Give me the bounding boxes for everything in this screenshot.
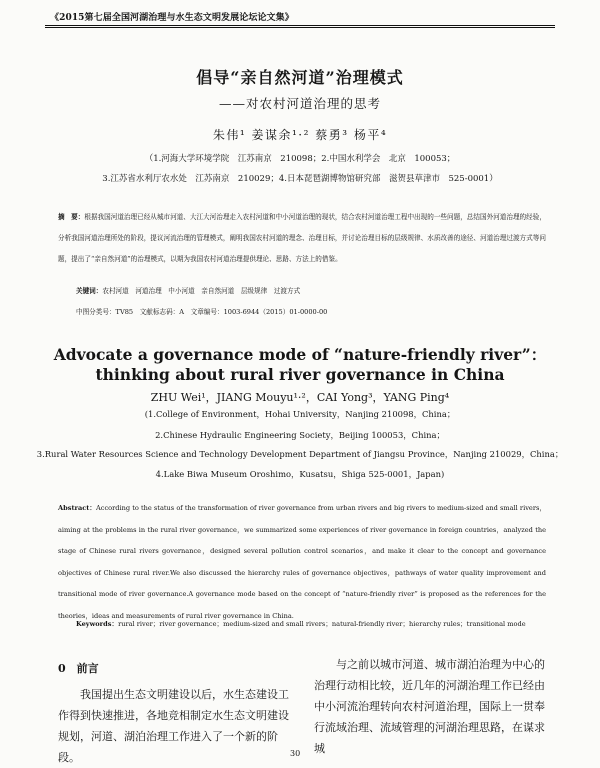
chinese-abstract-label: 摘 要： <box>58 213 85 221</box>
header-rule-thin <box>45 27 555 28</box>
english-keywords-label: Keywords： <box>76 620 119 628</box>
english-affiliation-1: (1.College of Environment，Hohai University，Nanjing 210098，China； <box>144 409 456 419</box>
english-authors: ZHU Wei¹，JIANG Mouyu¹·²，CAI Yong³，YANG Ping⁴ <box>150 391 450 404</box>
chinese-keywords-text: 农村河道 河道治理 中小河道 亲自然河道 层级规律 过渡方式 <box>102 287 301 295</box>
english-title-line-2: thinking about rural river governance in China <box>95 365 505 384</box>
chinese-abstract-text: 根据我国河道治理已经从城市河道、大江大河治理走入农村河道和中小河道治理的现状，结合农村河道治理工程中出现的一些问题，总结国外河道治理的经验，分析我国河道治理所处的阶段，提议河流治理的管理模式，阐明我国农村河道的理念、治理目标，并讨论治理目标的层级规律、水质改善的途径、河道治理过渡方式等问题，提出了“亲自然河道”的治理模式，以期为我国农村河道治理提供理论、思路、方法上的借鉴。 <box>58 213 546 263</box>
english-affiliation-3: 3.Rural Water Resources Science and Technology Development Department of Jiangsu Province，Nanjing 210029，China； <box>36 449 564 459</box>
english-title <box>0 345 600 385</box>
chinese-subtitle: ——对农村河道治理的思考 <box>218 96 381 111</box>
chinese-affiliation-line-1: （1.河海大学环境学院 江苏南京 210098；2.中国水利学会 北京 100053； <box>144 154 456 164</box>
body-left-column: 我国提出生态文明建设以后，水生态建设工作得到快速推进，各地竞相制定水生态文明建设规划，河道、湖泊治理工作进入了一个新的阶段。 <box>58 688 289 764</box>
english-keywords <box>76 618 526 628</box>
chinese-abstract <box>58 207 546 270</box>
page-number: 30 <box>290 749 301 758</box>
english-abstract-text: According to the status of the transformation of river governance from urban rivers and big rivers to medium-sized and small rivers，aiming at the problems in the rural river governance，we summarized some experiences of river governance in foreign countries，analyzed the stage of Chinese rural rivers governance，designed several pollution control scenarios，and make it clear to the concept and governance objectives of Chinese rural river.We also discussed the hierarchy rules of governance objectives，pathways of water quality improvement and transitional mode of river governance.A governance mode based on the concept of “nature-friendly river” is proposed as the references for the theories，ideas and measurements of rural river governance in China. <box>58 504 546 620</box>
running-header: 《2015第七届全国河湖治理与水生态文明发展论坛论文集》 <box>50 13 294 23</box>
english-abstract <box>58 498 546 627</box>
chinese-keywords-label: 关键词： <box>76 287 103 295</box>
english-affiliation-4: 4.Lake Biwa Museum Oroshimo，Kusatsu，Shiga 525-0001，Japan) <box>155 469 445 479</box>
body-right-column: 与之前以城市河道、城市湖泊治理为中心的治理行动相比较，近几年的河湖治理工作已经由中小河流治理转向农村河道治理，国际上一贯奉行流域治理、流域管理的河湖治理思路，在谋求城 <box>314 658 545 755</box>
chinese-authors: 朱伟¹ 姜谋余¹·² 蔡勇³ 杨平⁴ <box>212 128 388 142</box>
chinese-affiliation-line-2: 3.江苏省水利厅农水处 江苏南京 210029；4.日本琵琶湖博物馆研究部 滋贺县草津市 525-0001） <box>102 174 498 184</box>
english-affiliation-2: 2.Chinese Hydraulic Engineering Society，Beijing 100053，China； <box>155 430 445 440</box>
section-heading-preface: 0 前言 <box>58 662 99 675</box>
english-keywords-text: rural river；river governance；medium-sized and small rivers；natural-friendly river；hierarchy rules；transitional mode <box>118 620 526 628</box>
classification-line: 中图分类号：TV85 文献标志码：A 文章编号：1003-6944（2015）01-0000-00 <box>76 308 328 316</box>
chinese-title: 倡导“亲自然河道”治理模式 <box>196 68 404 87</box>
header-rule-thick <box>45 25 555 26</box>
english-abstract-label: Abstract： <box>58 504 96 512</box>
chinese-keywords <box>76 285 300 295</box>
english-title-line-1: Advocate a governance mode of “nature-friendly river”： <box>53 345 547 364</box>
